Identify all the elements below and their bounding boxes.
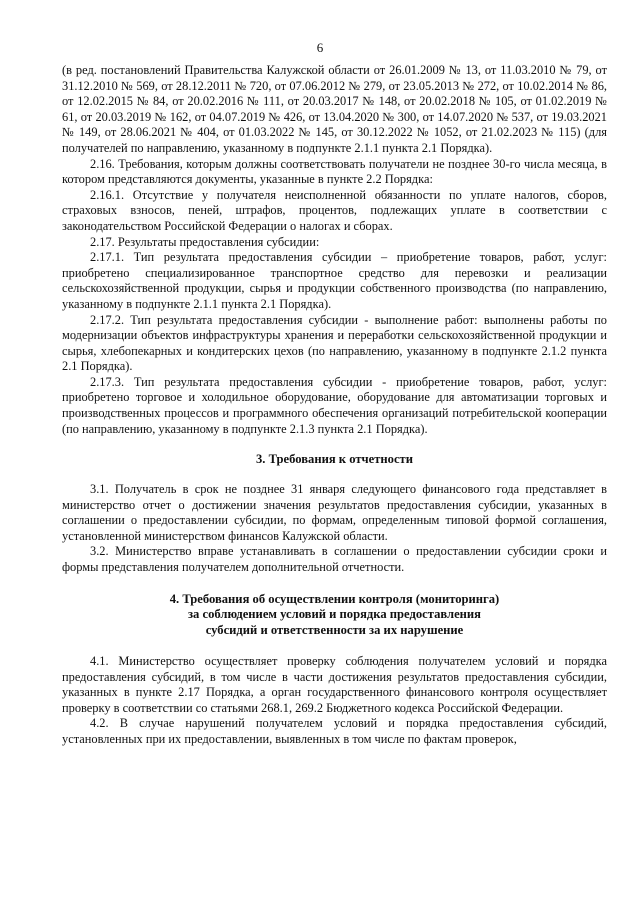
paragraph-2-16-1: 2.16.1. Отсутствие у получателя неисполненной обязанности по уплате налогов, сборов, страховых взносов, пеней, штрафов, процентов, подлежащих уплате в соответствии с законодательством Российской Федерации о налогах и сборах. [62, 187, 607, 233]
document-body [62, 63, 607, 748]
spacer [62, 468, 607, 482]
paragraph-4-2: 4.2. В случае нарушений получателем условий и порядка предоставления субсидий, установленных при их предоставлении, выявленных в том числе по фактам проверок, [62, 716, 607, 746]
spacer [62, 576, 607, 592]
paragraph-2-17-3: 2.17.3. Тип результата предоставления субсидии - приобретение товаров, работ, услуг: приобретено торговое и холодильное оборудование, оборудование для автоматизации торговых и производственных процессов и программного обеспечения организаций потребительской кооперации (по направлению, указанному в подпункте 2.1.3 пункта 2.1 Порядка). [62, 374, 607, 436]
paragraph-3-1: 3.1. Получатель в срок не позднее 31 января следующего финансового года представляет в министерство отчет о достижении значения результатов предоставления субсидии, указанных в соглашении о предоставлении субсидии, по формам, определенным типовой формой соглашения, установленной министерством финансов Калужской области. [62, 482, 607, 543]
page-number: 6 [316, 40, 324, 55]
paragraph-2-17: 2.17. Результаты предоставления субсидии: [90, 234, 320, 249]
section-4-heading-line-2: за соблюдением условий и порядка предоставления [188, 607, 481, 622]
paragraph-2-16: 2.16. Требования, которым должны соответствовать получатели не позднее 30-го числа месяца, в котором представляются документы, указанные в пункте 2.2 Порядка: [62, 156, 607, 187]
spacer [62, 437, 607, 452]
paragraph-4-1: 4.1. Министерство осуществляет проверку соблюдения получателем условий и порядка предоставления субсидий, в том числе в части достижения результатов предоставления субсидии, указанных в пункте 2.17 Порядка, а орган государственного финансового контроля осуществляет проверку в соответствии со статьями 268.1, 269.2 Бюджетного кодекса Российской Федерации. [62, 654, 607, 715]
section-4-heading-line-1: 4. Требования об осуществлении контроля (мониторинга) [169, 591, 500, 606]
section-4-heading-line-3: субсидий и ответственности за их нарушение [205, 623, 464, 638]
amendments-paragraph: (в ред. постановлений Правительства Калужской области от 26.01.2009 № 13, от 11.03.2010 № 79, от 31.12.2010 № 569, от 28.12.2011 № 720, от 07.06.2012 № 279, от 23.05.2013 № 272, от 10.02.2014 № 86, от 12.02.2015 № 84, от 20.02.2016 № 111, от 20.03.2017 № 148, от 20.02.2018 № 105, от 01.02.2019 № 61, от 20.03.2019 № 162, от 04.07.2019 № 426, от 13.04.2020 № 300, от 14.07.2020 № 537, от 19.03.2021 № 149, от 28.06.2021 № 404, от 01.03.2022 № 145, от 30.12.2022 № 1052, от 21.02.2023 № 115) (для получателей по направлению, указанному в подпункте 2.1.1 пункта 2.1 Порядка). [62, 63, 607, 155]
paragraph-3-2: 3.2. Министерство вправе устанавливать в соглашении о предоставлении субсидии сроки и формы представления получателем дополнительной отчетности. [62, 544, 607, 575]
section-3-heading: 3. Требования к отчетности [256, 452, 413, 467]
paragraph-2-17-2: 2.17.2. Тип результата предоставления субсидии - выполнение работ: выполнены работы по модернизации объектов инфраструктуры хранения и переработки сельскохозяйственной продукции и сырья, хлебопекарных и кондитерских цехов (по направлению, указанному в подпункте 2.1.2 пункта 2.1 Порядка). [62, 312, 607, 374]
spacer [62, 639, 607, 654]
paragraph-2-17-1: 2.17.1. Тип результата предоставления субсидии – приобретение товаров, работ, услуг: приобретено специализированное транспортное средство для перевозки и реализации сельскохозяйственной продукции, сырья и продукции собственного производства (по направлению, указанному в подпункте 2.1.1 пункта 2.1 Порядка). [62, 250, 607, 311]
